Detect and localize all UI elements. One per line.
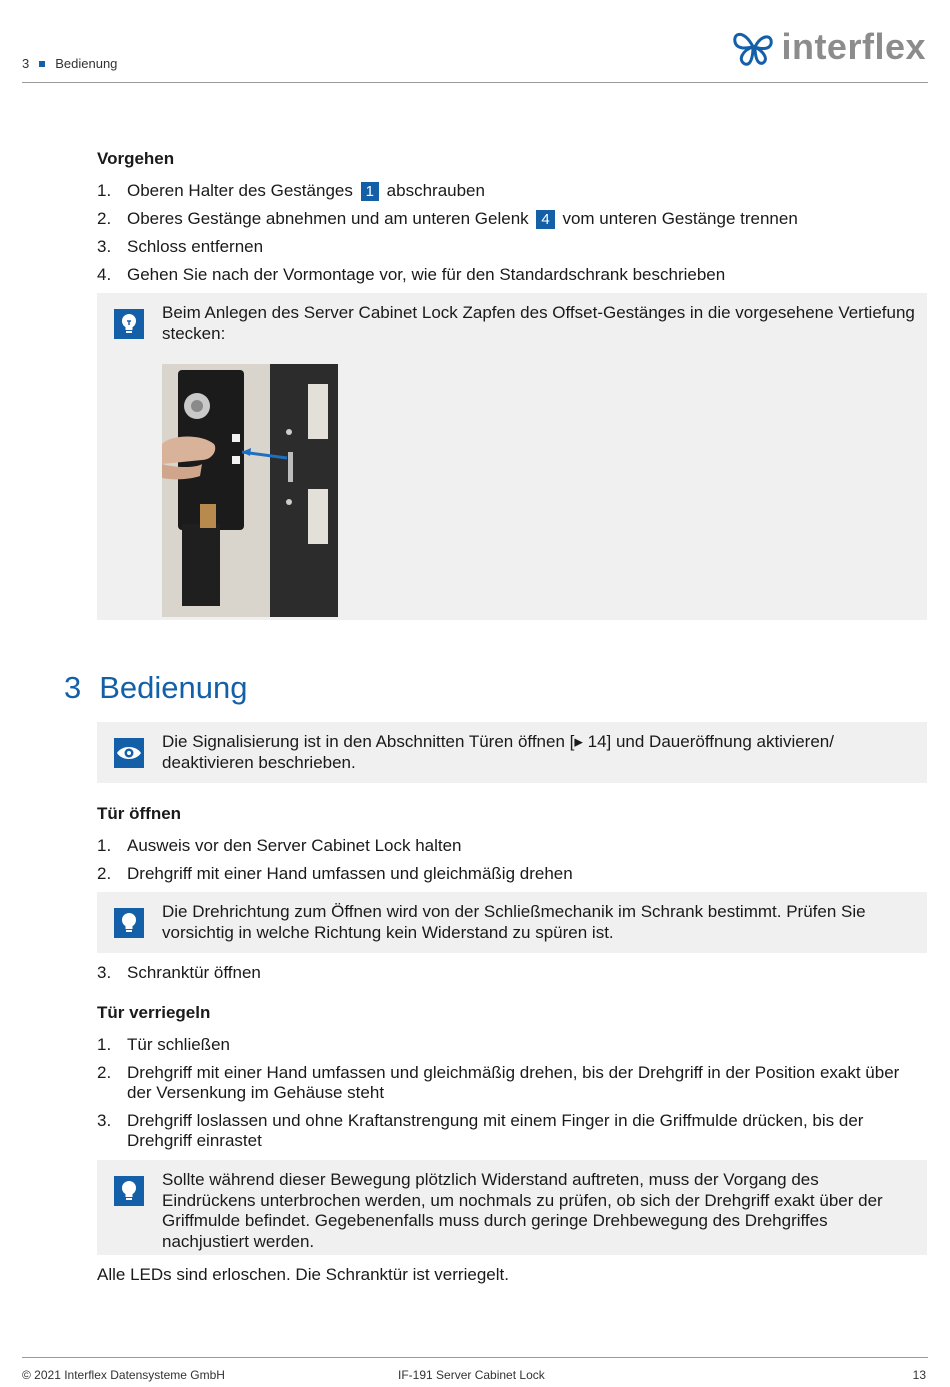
position-badge: 4 <box>536 210 554 229</box>
lightbulb-icon <box>114 908 144 938</box>
position-badge: 1 <box>361 182 379 201</box>
chapter-title: Bedienung <box>99 670 248 705</box>
open-door-step3 <box>97 963 927 983</box>
result-text: Alle LEDs sind erloschen. Die Schranktür ist verriegelt. <box>97 1265 509 1284</box>
tip-note-resistance <box>97 1160 927 1255</box>
step-number: 2. <box>97 1063 112 1082</box>
step-text: Gehen Sie nach der Vormontage vor, wie für den Standardschrank beschrieben <box>127 265 726 284</box>
interflex-logo <box>731 26 926 68</box>
step-text: Oberes Gestänge abnehmen und am unteren Gelenk <box>127 209 529 228</box>
list-item <box>97 1111 927 1151</box>
list-item <box>97 181 927 201</box>
open-door-section <box>97 804 927 884</box>
step-number: 2. <box>97 209 112 228</box>
list-item <box>97 265 927 285</box>
note-text: Die Drehrichtung zum Öffnen wird von der Schließmechanik im Schrank bestimmt. Prüfen Sie vorsichtig in welche Richtung kein Widerstand zu spüren ist. <box>162 902 866 942</box>
info-note-signal <box>97 722 927 783</box>
step-number: 2. <box>97 864 112 883</box>
step-text: Schranktür öffnen <box>127 963 261 982</box>
list-item <box>97 864 927 884</box>
step-number: 1. <box>97 181 112 200</box>
step-number: 3. <box>97 237 112 256</box>
tip-note-offset <box>97 293 927 620</box>
chapter-heading <box>64 670 248 706</box>
step-text: Drehgriff loslassen und ohne Kraftanstrengung mit einem Finger in die Griffmulde drücken, bis der Drehgriff einrastet <box>127 1111 864 1150</box>
step-text: Drehgriff mit einer Hand umfassen und gleichmäßig drehen, bis der Drehgriff in der Position exakt über der Versenkung im Gehäuse steht <box>127 1063 900 1102</box>
step-text: abschrauben <box>386 181 485 200</box>
list-item <box>97 836 927 856</box>
open-door-heading: Tür öffnen <box>97 804 182 823</box>
step-number: 4. <box>97 265 112 284</box>
step-number: 1. <box>97 836 112 855</box>
footer-copyright: © 2021 Interflex Datensysteme GmbH <box>22 1368 225 1382</box>
step-number: 1. <box>97 1035 112 1054</box>
footer-document-title: IF-191 Server Cabinet Lock <box>398 1368 545 1382</box>
procedure-section <box>97 149 927 285</box>
installation-photo <box>162 364 338 617</box>
list-item <box>97 1063 927 1103</box>
eye-icon <box>114 738 144 768</box>
footer-divider <box>22 1357 928 1358</box>
lightbulb-icon <box>114 1176 144 1206</box>
step-number: 3. <box>97 963 112 982</box>
list-item <box>97 963 927 983</box>
header-bullet-icon <box>39 61 45 67</box>
header-divider <box>22 82 928 83</box>
step-number: 3. <box>97 1111 112 1130</box>
step-text: Ausweis vor den Server Cabinet Lock halten <box>127 836 462 855</box>
running-header <box>22 56 117 71</box>
list-item <box>97 1035 927 1055</box>
header-section-title: Bedienung <box>55 56 118 71</box>
note-text: Sollte während dieser Bewegung plötzlich Widerstand auftreten, muss der Vorgang des Eindrückens unterbrochen werden, um nochmals zu prüfen, ob sich der Drehgriff exakt über der Griffmulde befindet. Gegebenenfalls muss durch geringe Drehbewegung des Drehgriffes nachjustiert werden. <box>162 1170 883 1251</box>
step-text: Oberen Halter des Gestänges <box>127 181 353 200</box>
list-item <box>97 209 927 229</box>
note-text: Die Signalisierung ist in den Abschnitten Türen öffnen [▸ 14] und Daueröffnung aktivieren/ deaktivieren beschrieben. <box>162 732 834 772</box>
logo-wordmark: interflex <box>781 26 926 67</box>
footer-page-number: 13 <box>912 1368 926 1382</box>
lock-door-section <box>97 1003 927 1151</box>
step-text: vom unteren Gestänge trennen <box>562 209 798 228</box>
step-text: Drehgriff mit einer Hand umfassen und gleichmäßig drehen <box>127 864 573 883</box>
lightbulb-icon <box>114 309 144 339</box>
lock-door-heading: Tür verriegeln <box>97 1003 211 1022</box>
header-section-number: 3 <box>22 56 30 71</box>
procedure-heading: Vorgehen <box>97 149 175 168</box>
list-item <box>97 237 927 257</box>
step-text: Schloss entfernen <box>127 237 264 256</box>
butterfly-icon <box>731 26 777 68</box>
chapter-number: 3 <box>64 670 82 705</box>
step-text: Tür schließen <box>127 1035 230 1054</box>
note-text: Beim Anlegen des Server Cabinet Lock Zapfen des Offset-Gestänges in die vorgesehene Vertiefung stecken: <box>162 303 915 343</box>
tip-note-direction <box>97 892 927 953</box>
